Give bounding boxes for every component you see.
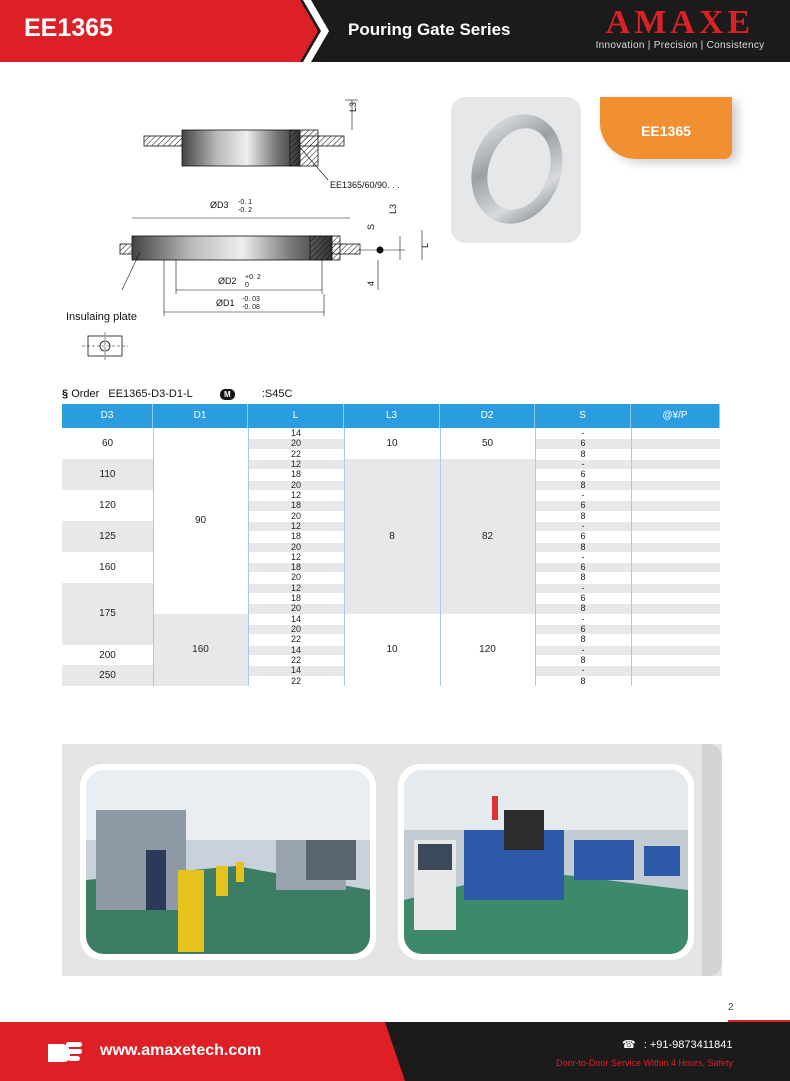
l3-cell: 10	[344, 428, 440, 459]
d3-cell: 60	[62, 428, 153, 459]
order-line	[62, 388, 292, 400]
price-cell	[631, 655, 720, 665]
column-divider	[631, 428, 632, 686]
price-cell	[631, 634, 720, 644]
s-value: -	[535, 521, 631, 531]
d2-cell: 50	[440, 428, 535, 459]
dim-d3: ØD3	[210, 200, 229, 210]
l-value: 12	[248, 490, 344, 500]
l-value: 20	[248, 603, 344, 613]
s-value: 8	[535, 603, 631, 613]
l-value: 20	[248, 542, 344, 552]
callout-label: EE1365/60/90. . .	[330, 180, 400, 190]
material-icon: M	[220, 389, 235, 400]
material-value: :S45C	[261, 388, 293, 400]
price-cell	[631, 500, 720, 510]
s-value: 6	[535, 624, 631, 634]
price-cell	[631, 428, 720, 438]
dim-four: 4	[366, 280, 376, 286]
price-cell	[631, 624, 720, 634]
price-cell	[631, 593, 720, 603]
price-cell	[631, 531, 720, 541]
s-value: 6	[535, 438, 631, 448]
dim-d2-tol-upper: +0. 2	[245, 274, 261, 281]
dim-d1-tol-lower: -0. 08	[242, 304, 260, 311]
photo-panel-edge	[702, 744, 722, 976]
l-value: 22	[248, 449, 344, 459]
website-link[interactable]: www.amaxetech.com	[100, 1042, 262, 1059]
table-body	[62, 428, 720, 686]
d2-cell: 82	[440, 459, 535, 614]
l-value: 18	[248, 593, 344, 603]
d2-cell: 120	[440, 614, 535, 686]
s-value: 8	[535, 542, 631, 552]
price-cell	[631, 552, 720, 562]
product-code-title: EE1365	[24, 14, 113, 42]
d3-cell: 200	[62, 645, 153, 666]
dim-l: L	[420, 242, 430, 248]
price-cell	[631, 676, 720, 686]
phone-number: : +91-9873411841	[643, 1039, 733, 1051]
price-cell	[631, 542, 720, 552]
column-divider	[248, 428, 249, 686]
l-value: 22	[248, 676, 344, 686]
price-cell	[631, 562, 720, 572]
column-header: @¥/P	[631, 404, 720, 428]
brand-logo	[585, 6, 775, 51]
l-value: 14	[248, 645, 344, 655]
l-value: 20	[248, 438, 344, 448]
l-value: 22	[248, 655, 344, 665]
d1-cell: 90	[153, 428, 248, 614]
product-code-tab-label: EE1365	[641, 123, 691, 139]
spec-table	[62, 404, 720, 686]
l-value: 18	[248, 500, 344, 510]
price-cell	[631, 469, 720, 479]
l-value: 20	[248, 624, 344, 634]
order-label: Order	[71, 388, 100, 400]
l-value: 18	[248, 562, 344, 572]
factory-photo-left	[80, 764, 376, 960]
dim-d2-tol-lower: 0	[245, 282, 249, 289]
s-value: 8	[535, 511, 631, 521]
product-photo	[451, 97, 581, 243]
page-footer	[0, 1022, 790, 1081]
l-value: 12	[248, 521, 344, 531]
d3-cell: 250	[62, 665, 153, 686]
column-header: L	[248, 404, 344, 428]
service-note: Door-to-Door Service Within 4 Hours, Safety	[556, 1058, 734, 1068]
column-divider	[153, 428, 154, 686]
phone-contact	[622, 1038, 733, 1051]
l-value: 18	[248, 469, 344, 479]
d3-cell: 120	[62, 490, 153, 521]
insulating-plate-label: Insulaing plate	[66, 311, 137, 323]
s-value: -	[535, 614, 631, 624]
s-value: 8	[535, 655, 631, 665]
l3-cell: 10	[344, 614, 440, 686]
factory-photos	[62, 744, 722, 976]
price-cell	[631, 572, 720, 582]
d3-cell: 110	[62, 459, 153, 490]
column-header: D2	[440, 404, 535, 428]
dim-d2: ØD2	[218, 276, 237, 286]
d3-cell: 160	[62, 552, 153, 583]
order-code: EE1365-D3-D1-L	[108, 388, 193, 400]
s-value: 6	[535, 593, 631, 603]
s-value: 6	[535, 469, 631, 479]
price-cell	[631, 490, 720, 500]
l-value: 14	[248, 428, 344, 438]
column-divider	[440, 428, 441, 686]
s-value: 8	[535, 480, 631, 490]
price-cell	[631, 449, 720, 459]
s-value: 8	[535, 572, 631, 582]
column-header: D1	[153, 404, 248, 428]
column-header: D3	[62, 404, 153, 428]
l-value: 12	[248, 583, 344, 593]
s-value: -	[535, 490, 631, 500]
price-cell	[631, 459, 720, 469]
s-value: 6	[535, 500, 631, 510]
dim-d3-tol-upper: -0. 1	[238, 199, 253, 206]
column-divider	[344, 428, 345, 686]
l-value: 20	[248, 480, 344, 490]
l-value: 22	[248, 634, 344, 644]
d3-cell: 175	[62, 583, 153, 645]
column-header: S	[535, 404, 631, 428]
l-value: 20	[248, 572, 344, 582]
l3-cell: 8	[344, 459, 440, 614]
s-value: -	[535, 665, 631, 675]
footer-accent-line	[728, 1020, 790, 1022]
l-value: 20	[248, 511, 344, 521]
price-cell	[631, 480, 720, 490]
order-icon: §	[62, 388, 69, 400]
price-cell	[631, 645, 720, 655]
column-header: L3	[344, 404, 440, 428]
s-value: -	[535, 459, 631, 469]
d3-cell: 125	[62, 521, 153, 552]
factory-photo-right	[398, 764, 694, 960]
dim-d1: ØD1	[216, 298, 235, 308]
page-header	[0, 0, 790, 62]
s-value: -	[535, 428, 631, 438]
table-header	[62, 404, 720, 428]
s-value: -	[535, 552, 631, 562]
product-code-tab	[600, 97, 732, 159]
l-value: 14	[248, 665, 344, 675]
s-value: 6	[535, 562, 631, 572]
price-cell	[631, 438, 720, 448]
l-value: 12	[248, 459, 344, 469]
price-cell	[631, 583, 720, 593]
dim-s: S	[366, 223, 376, 230]
d1-cell: 160	[153, 614, 248, 686]
page-number: 2	[728, 1002, 734, 1013]
s-value: 8	[535, 449, 631, 459]
dim-l3-top: L3	[348, 101, 358, 112]
technical-drawing	[60, 90, 440, 380]
l-value: 12	[248, 552, 344, 562]
price-cell	[631, 521, 720, 531]
l-value: 18	[248, 531, 344, 541]
dim-d1-tol-upper: -0. 03	[242, 296, 260, 303]
s-value: 8	[535, 634, 631, 644]
dim-d3-tol-lower: -0. 2	[238, 207, 253, 214]
brand-tagline: Innovation | Precision | Consistency	[595, 40, 765, 51]
series-title: Pouring Gate Series	[348, 20, 511, 39]
s-value: 8	[535, 676, 631, 686]
s-value: 6	[535, 531, 631, 541]
dim-l3-bottom: L3	[388, 203, 398, 214]
brand-name: AMAXE	[605, 4, 755, 41]
price-cell	[631, 603, 720, 613]
price-cell	[631, 511, 720, 521]
column-divider	[535, 428, 536, 686]
l-value: 14	[248, 614, 344, 624]
web-hand-icon	[46, 1038, 84, 1064]
price-cell	[631, 665, 720, 675]
phone-icon: ☎	[622, 1039, 636, 1051]
price-cell	[631, 614, 720, 624]
s-value: -	[535, 645, 631, 655]
s-value: -	[535, 583, 631, 593]
